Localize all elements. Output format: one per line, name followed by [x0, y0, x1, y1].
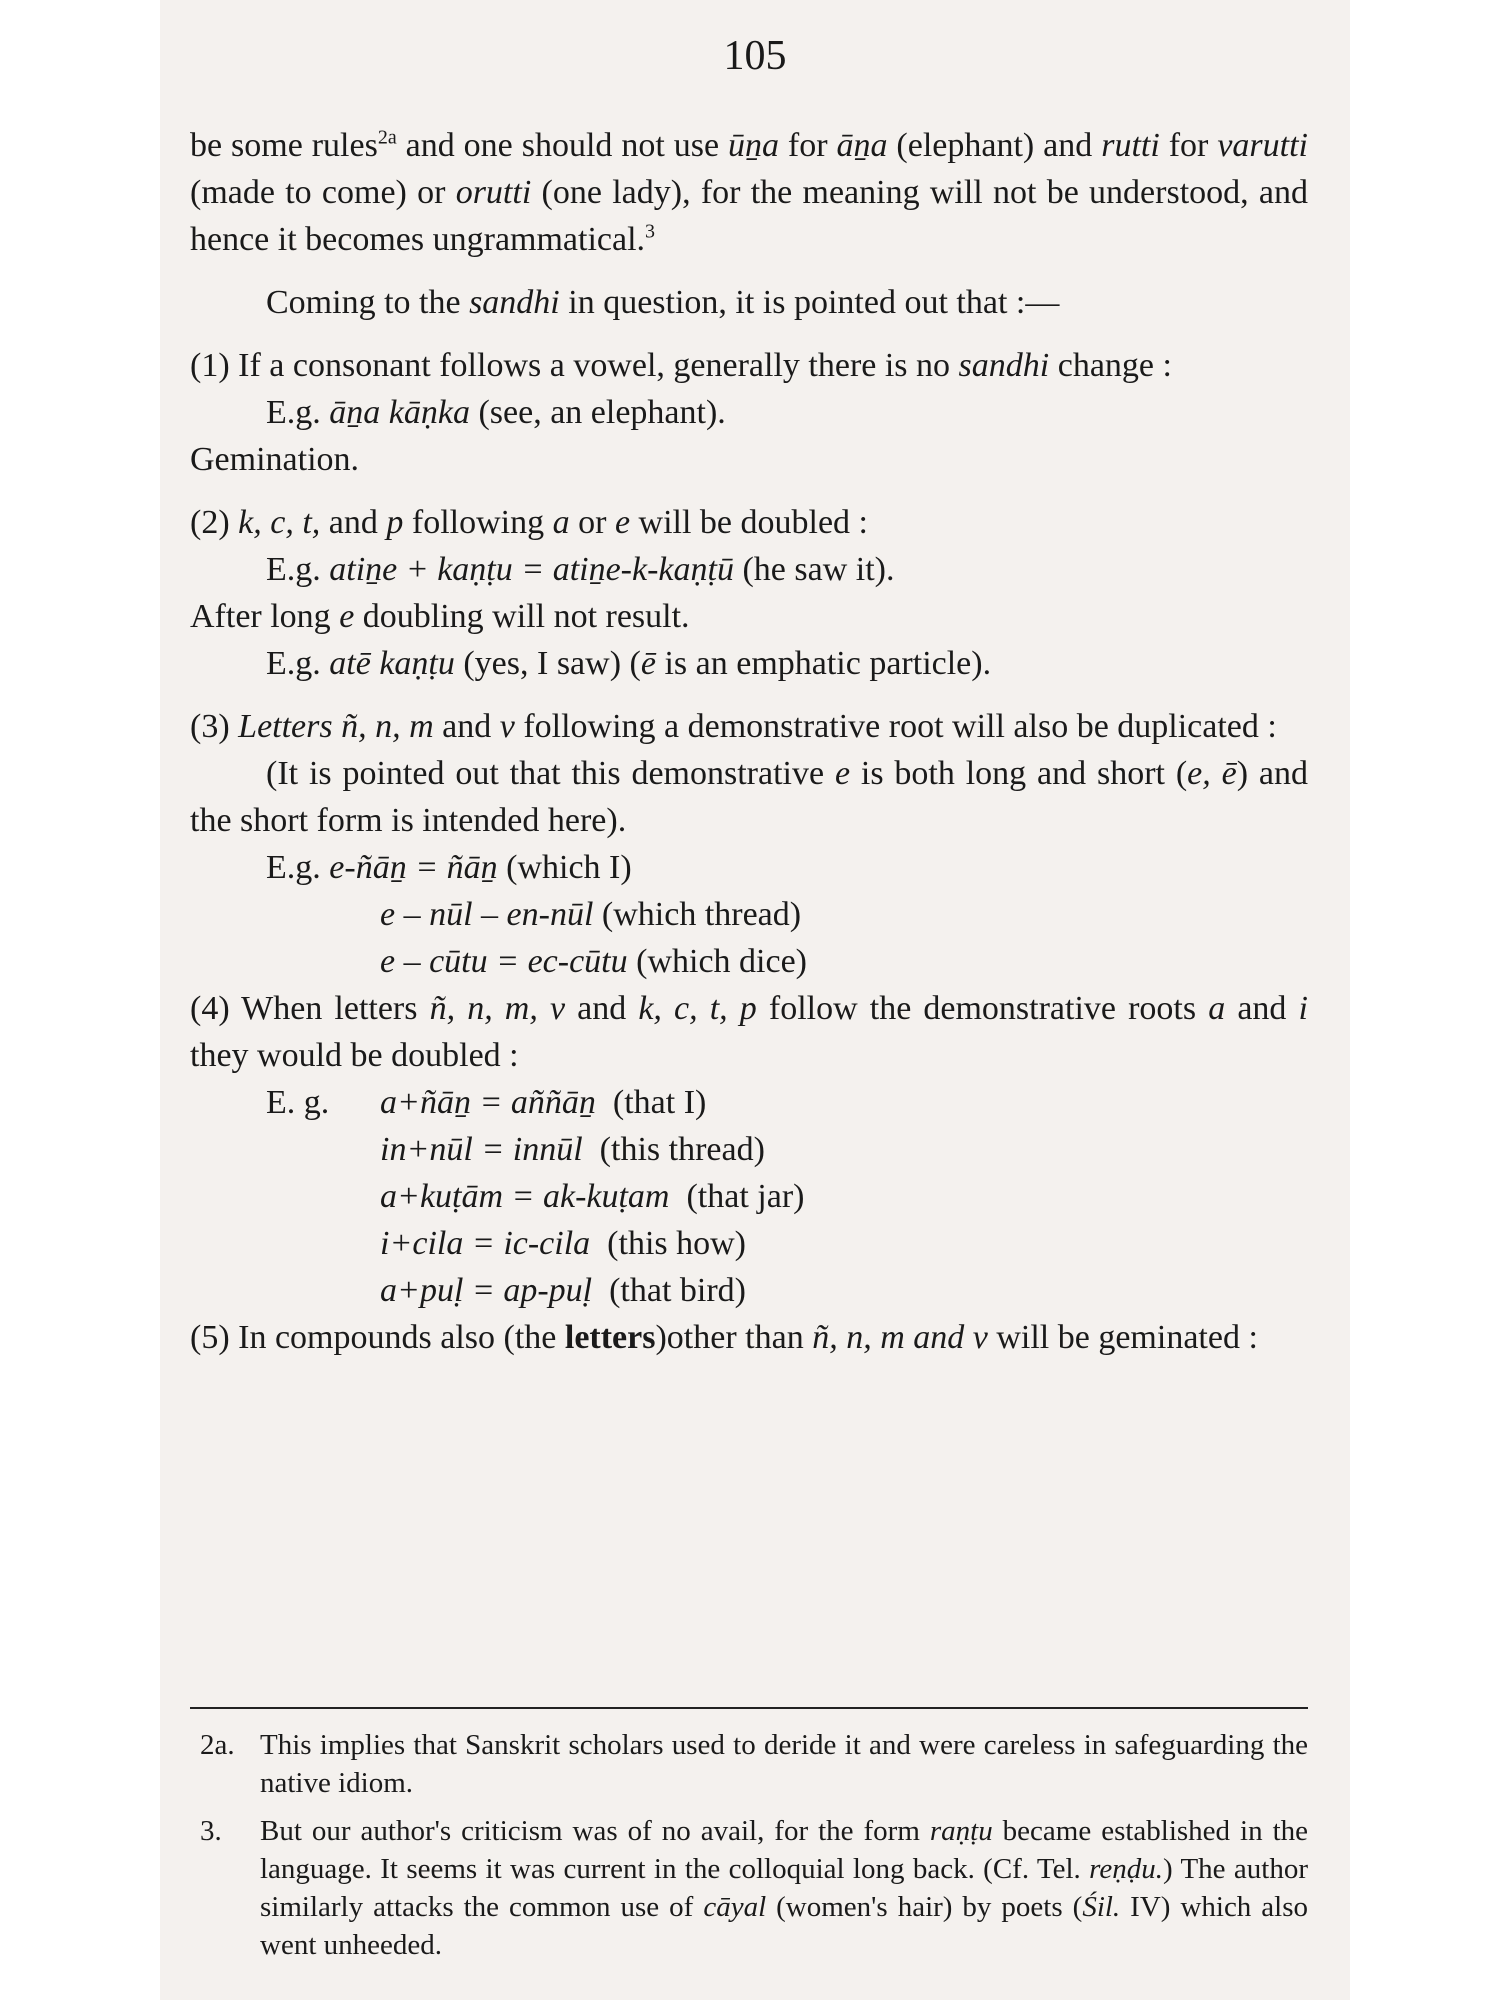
book-page [160, 0, 1350, 2000]
rule-2-example: E.g. atiṉe + kaṇṭu = atiṉe-k-kaṇṭū (he saw it). [266, 551, 895, 588]
rule-4-example: in+nūl = innūl (this thread) [380, 1131, 765, 1168]
rule-3-note: (It is pointed out that this demonstrative e is both long and short (e, ē) and the short form is intended here). [190, 755, 1308, 839]
rule-4-example: E. g. a+ñāṉ = aññāṉ (that I) [266, 1084, 707, 1121]
footnote-2a: 2a. This implies that Sanskrit scholars used to deride it and were careless in safeguarding the native idiom. [200, 1729, 1308, 1799]
rule-1: (1) If a consonant follows a vowel, generally there is no sandhi change : [190, 347, 1172, 384]
footnote-3: 3. But our author's criticism was of no avail, for the form raṇṭu became established in the language. It seems it was current in the colloquial long back. (Cf. Tel. reṇḍu.) The author similarly attacks the common use of cāyal (women's hair) by poets (Śil. IV) which also went unheeded. [200, 1815, 1309, 1961]
rule-4-example: a+puḷ = ap-puḷ (that bird) [380, 1272, 747, 1309]
footnote-divider [190, 1707, 1308, 1709]
rule-3-example: E.g. e-ñāṉ = ñāṉ (which I) [266, 849, 632, 886]
rule-3-example: e – nūl – en-nūl (which thread) [380, 896, 802, 933]
rule-2: (2) k, c, t, and p following a or e will be doubled : [190, 504, 868, 541]
rule-4-example: a+kuṭām = ak-kuṭam (that jar) [380, 1178, 805, 1215]
rule-3: (3) Letters ñ, n, m and v following a demonstrative root will also be duplicated : [190, 708, 1277, 745]
rule-5: (5) In compounds also (the letters)other than ñ, n, m and v will be geminated : [190, 1319, 1258, 1356]
page-body [190, 122, 1308, 1361]
rule-4-example: i+cila = ic-cila (this how) [380, 1225, 746, 1262]
paragraph-sandhi: Coming to the sandhi in question, it is pointed out that :— [266, 284, 1060, 321]
rule-3-example: e – cūtu = ec-cūtu (which dice) [380, 943, 807, 980]
rule-4: (4) When letters ñ, n, m, v and k, c, t, p follow the demonstrative roots a and i they would be doubled : [190, 990, 1308, 1074]
section-heading-gemination: Gemination. [190, 441, 360, 478]
rule-2-note: After long e doubling will not result. [190, 598, 690, 635]
page-number: 105 [723, 33, 787, 79]
rule-2-example-2: E.g. atē kaṇṭu (yes, I saw) (ē is an emphatic particle). [266, 645, 992, 682]
rule-1-example: E.g. āṉa kāṇka (see, an elephant). [266, 394, 726, 431]
paragraph-intro: be some rules$^{2a}$ and one should not use ūṉa for āṉa (elephant) and rutti for varutti (made to come) or orutti (one lady), for the meaning will not be understood, and hence it becomes ungrammatical.$^3$ [190, 126, 1308, 258]
